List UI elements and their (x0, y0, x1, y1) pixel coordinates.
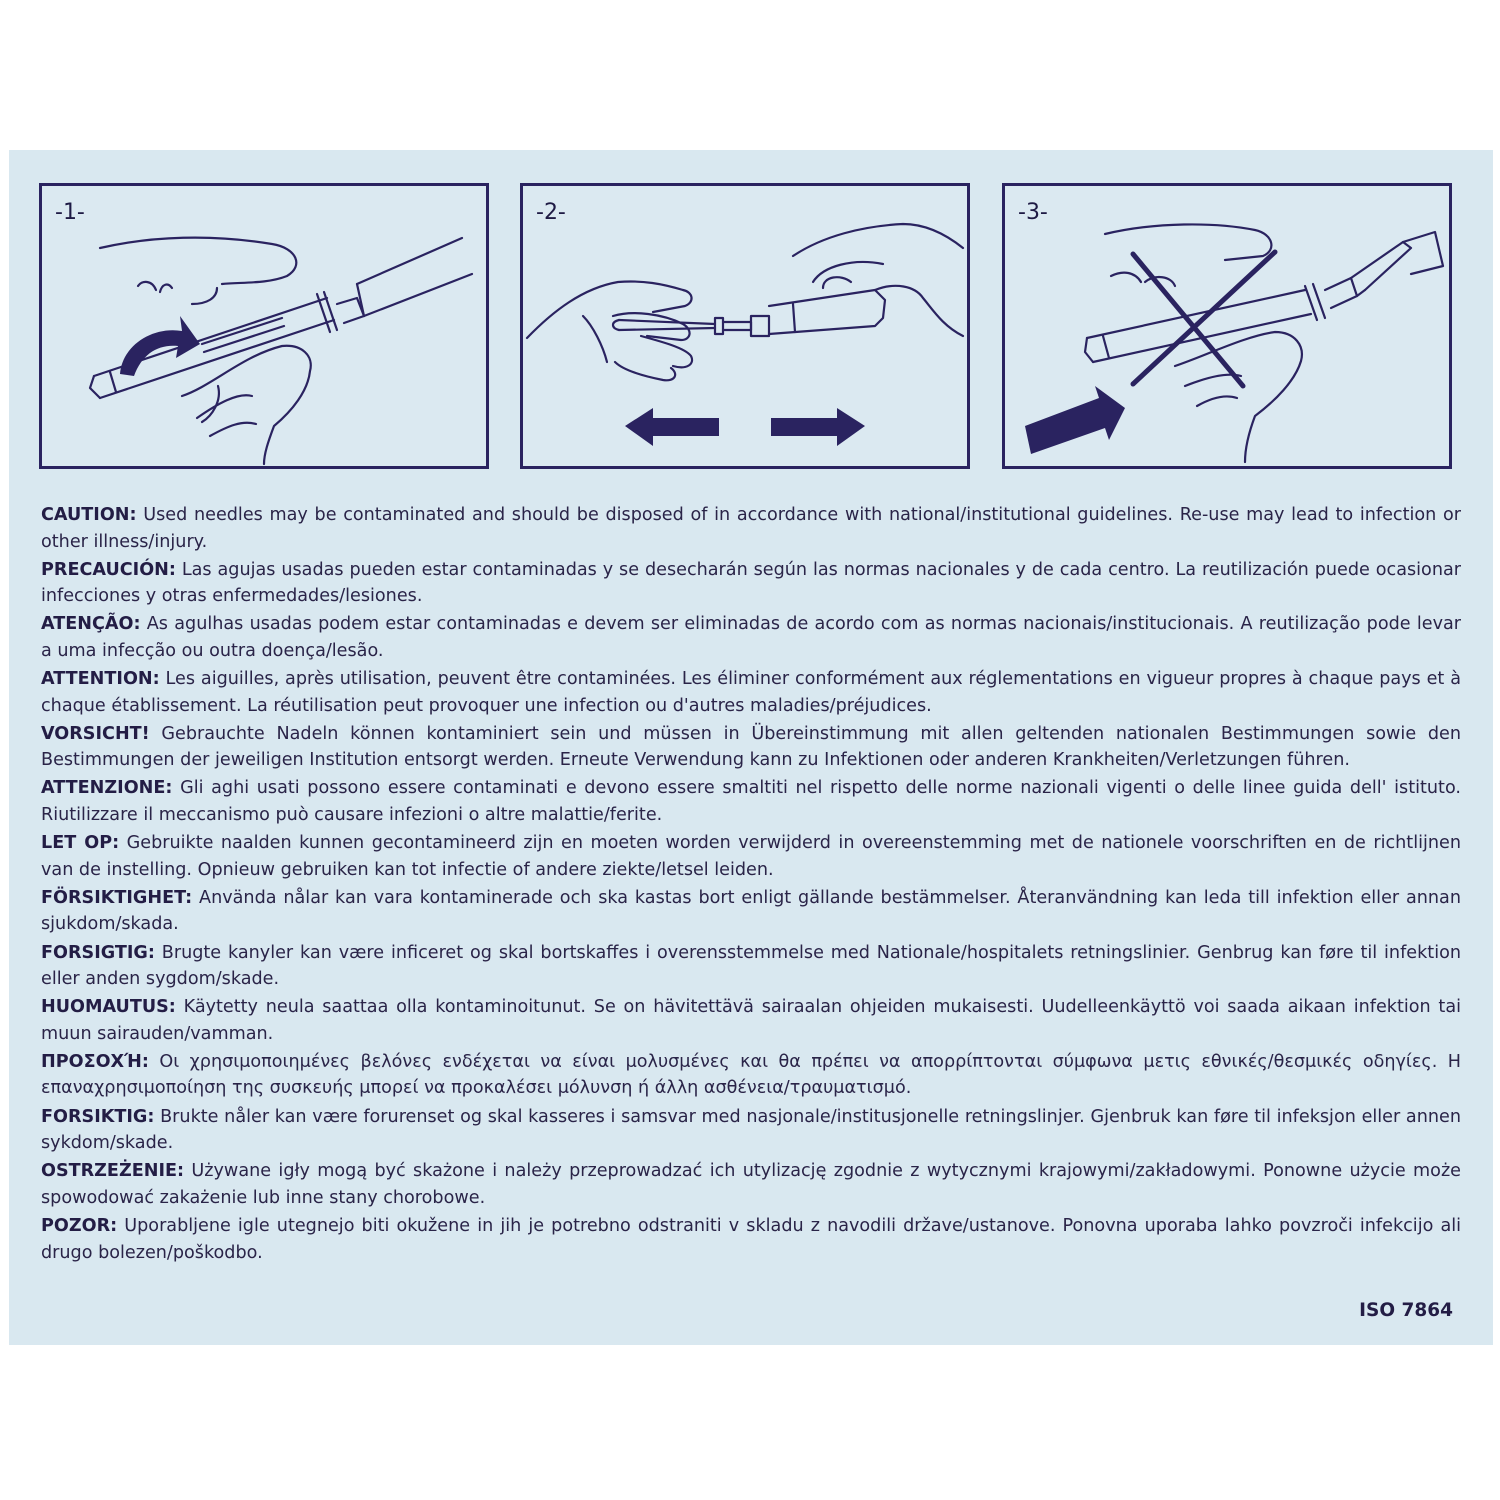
warning-text: Brugte kanyler kan være inficeret og skal bortskaffes i overensstemmelse med Nationale/hospitalets retningslinier. Genbrug kan føre til infektion eller anden sygdom/skade. (41, 942, 1461, 990)
warning-pt (41, 611, 1461, 664)
warning-text: As agulhas usadas podem estar contaminadas e devem ser eliminadas de acordo com as normas nacionais/institucionais. A reutilização pode levar a uma infecção ou outra doença/lesão. (41, 614, 1461, 661)
warning-text: Używane igły mogą być skażone i należy przeprowadzać ich utylizację zgodnie z wytycznymi krajowymi/zakładowymi. Ponowne użycie może spowodować zakażenie lub inne stany chorobowe. (41, 1161, 1461, 1208)
hands-pull-apart-arrows-icon (523, 186, 967, 466)
warning-da (41, 940, 1461, 993)
warning-it (41, 775, 1461, 828)
warning-label: FORSIGTIG: (41, 942, 155, 963)
instruction-panel-3 (1002, 183, 1452, 469)
warning-en (41, 502, 1461, 555)
warning-text: Gli aghi usati possono essere contaminati e devono essere smaltiti nel rispetto delle norme nazionali vigenti o delle linee guida dell' istituto. Riutilizzare il meccanismo può causare infezioni o altre malattie/ferite. (41, 778, 1461, 826)
warning-de (41, 721, 1461, 774)
warning-label: OSTRZEŻENIE: (41, 1161, 185, 1182)
panel-number: -2- (536, 200, 566, 225)
warning-label: HUOMAUTUS: (41, 997, 176, 1018)
warning-nl (41, 830, 1461, 883)
warning-label: ΠΡΟΣΟΧΉ: (41, 1051, 149, 1072)
warning-text: Käytetty neula saattaa olla kontaminoitunut. Se on hävitettävä sairaalan ohjeiden mukaisesti. Uudelleenkäyttö voi saada aikaan infektion tai muun sairauden/vamman. (41, 997, 1461, 1044)
warning-label: PRECAUCIÓN: (41, 559, 176, 580)
warning-text: Använda nålar kan vara kontaminerade och ska kastas bort enligt gällande bestämmelser. Återanvändning kan leda till infektion eller annan sjukdom/skada. (41, 887, 1461, 935)
warning-text: Las agujas usadas pueden estar contaminadas y se desecharán según las normas nacionales y de cada centro. La reutilización puede ocasionar infecciones y otras enfermedades/lesiones. (41, 559, 1461, 607)
panel-number: -1- (55, 200, 85, 225)
iso-standard: ISO 7864 (1359, 1300, 1453, 1321)
warning-text: Gebruikte naalden kunnen gecontamineerd zijn en moeten worden verwijderd in overeenstemming met de nationele voorschriften en de richtlijnen van de instelling. Opnieuw gebruiken kan tot infectie of andere ziekte/letsel leiden. (41, 833, 1462, 880)
warning-text: Brukte nåler kan være forurenset og skal kasseres i samsvar med nasjonale/institusjonelle retningslinjer. Gjenbruk kan føre til infeksjon eller annen sykdom/skade. (41, 1106, 1461, 1154)
warning-fr (41, 666, 1461, 719)
warning-text: Οι χρησιμοποιημένες βελόνες ενδέχεται να είναι μολυσμένες και θα πρέπει να απορρίπτονται σύμφωνα μετις εθνικές/θεσμικές οδηγίες. Η επαναχρησιμοποίηση της συσκευής μπορεί να προκαλέσει μόλυνση ή άλλη ασθένεια/τραυματισμό. (41, 1051, 1461, 1099)
warnings-list (41, 502, 1461, 1268)
warning-no (41, 1104, 1461, 1157)
hand-syringe-curved-arrow-icon (42, 186, 486, 466)
warning-text: Uporabljene igle utegnejo biti okužene in jih je potrebno odstraniti v skladu z navodili države/ustanove. Ponovna uporaba lahko povzroči infekcijo ali drugo bolezen/poškodbo. (41, 1215, 1461, 1263)
crossed-out-syringe-arrow-icon (1005, 186, 1449, 466)
warning-label: LET OP: (41, 833, 120, 854)
warning-label: POZOR: (41, 1215, 118, 1236)
panel-number: -3- (1018, 200, 1048, 225)
warning-label: FORSIKTIG: (41, 1106, 155, 1127)
warning-label: ATTENZIONE: (41, 778, 173, 799)
instruction-panel-2 (520, 183, 970, 469)
warning-text: Les aiguilles, après utilisation, peuvent être contaminées. Les éliminer conformément aux réglementations en vigueur propres à chaque pays et à chaque établissement. La réutilisation peut provoquer une infection ou d'autres maladies/préjudices. (41, 669, 1461, 716)
warning-text: Used needles may be contaminated and should be disposed of in accordance with national/institutional guidelines. Re-use may lead to infection or other illness/injury. (41, 505, 1461, 552)
warning-es (41, 557, 1461, 610)
warning-pl (41, 1158, 1461, 1211)
warning-label: ATTENTION: (41, 669, 160, 690)
warning-sl (41, 1213, 1461, 1266)
warning-label: VORSICHT! (41, 723, 150, 744)
warning-label: ATENÇÃO: (41, 614, 141, 635)
warning-text: Gebrauchte Nadeln können kontaminiert sein und müssen in Übereinstimmung mit allen geltenden nationalen Bestimmungen sowie den Bestimmungen der jeweiligen Institution entsorgt werden. Erneute Verwendung kann zu Infektionen oder anderen Krankheiten/Verletzungen führen. (41, 723, 1461, 771)
warning-fi (41, 994, 1461, 1047)
warning-el (41, 1049, 1461, 1102)
warning-label: FÖRSIKTIGHET: (41, 887, 193, 908)
warning-label: CAUTION: (41, 505, 137, 525)
instruction-panel-1 (39, 183, 489, 469)
warning-sv (41, 885, 1461, 938)
label-card (9, 150, 1493, 1345)
